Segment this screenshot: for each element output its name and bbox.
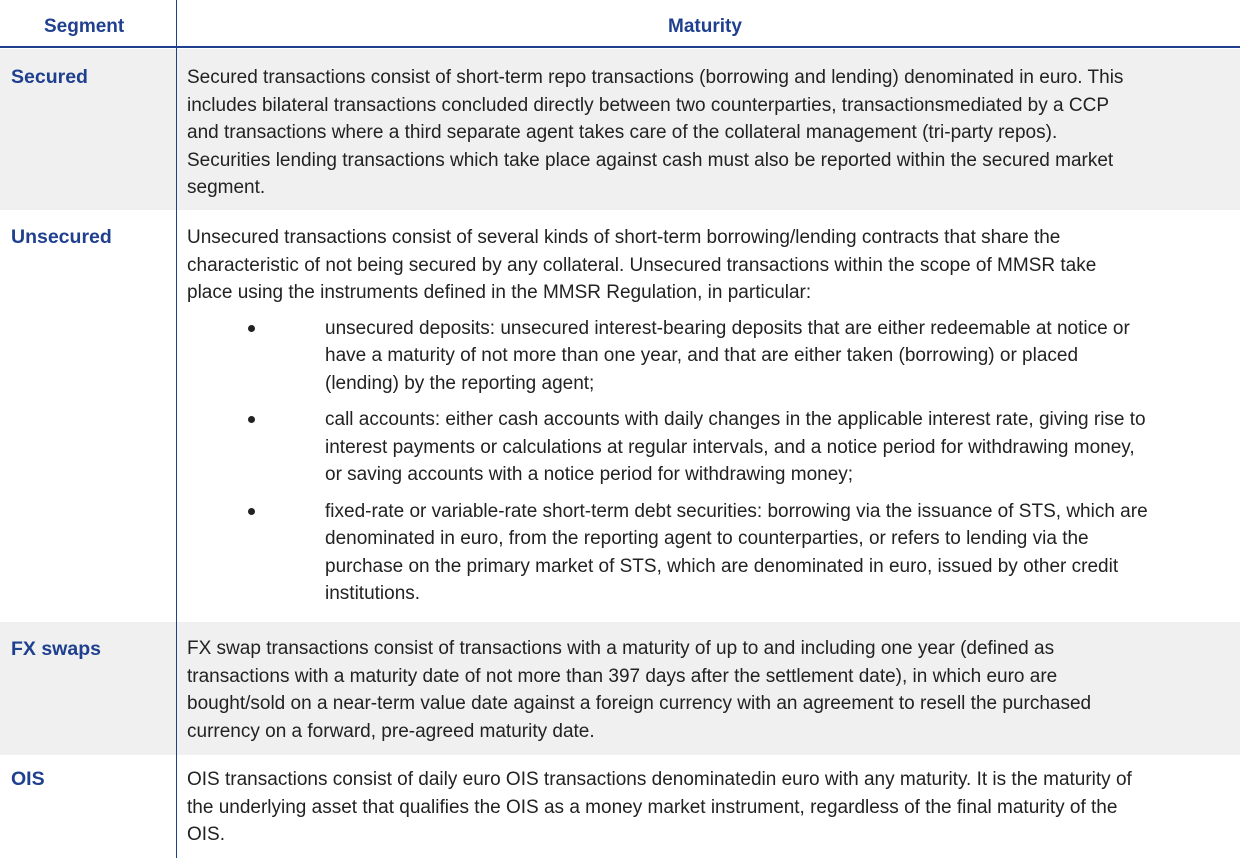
segment-description <box>187 766 1237 849</box>
table-row-unsecured <box>0 210 1240 622</box>
description-line: transactions with a maturity date of not more than 397 days after the settlement date), in which euro are <box>187 665 1058 687</box>
bullet-line: unsecured deposits: unsecured interest-bearing deposits that are either redeemable at notice or <box>325 317 1130 339</box>
bullet-line: (lending) by the reporting agent; <box>325 372 595 394</box>
description-line: bought/sold on a near-term value date against a foreign currency with an agreement to resell the purchased <box>187 693 1092 714</box>
description-line: segment. <box>187 177 266 198</box>
description-line: the underlying asset that qualifies the OIS as a money market instrument, regardless of the final maturity of the <box>187 796 1118 818</box>
description-line: FX swap transactions consist of transactions with a maturity of up to and including one year (defined as <box>187 638 1055 659</box>
table-row-ois <box>0 755 1240 860</box>
bullet-line: purchase on the primary market of STS, which are denominated in euro, issued by other credit <box>325 555 1119 577</box>
segment-label: Unsecured <box>11 226 112 248</box>
table-row-secured <box>0 49 1240 210</box>
description-line: OIS. <box>187 824 226 845</box>
bullet-icon <box>248 416 255 423</box>
description-line: currency on a forward, pre-agreed maturity date. <box>187 720 595 742</box>
description-line: place using the instruments defined in the MMSR Regulation, in particular: <box>187 282 812 303</box>
bullet-line: call accounts: either cash accounts with daily changes in the applicable interest rate, giving rise to <box>325 409 1146 430</box>
description-line: and transactions where a third separate agent takes care of the collateral management (tri-party repos). <box>187 122 1058 143</box>
segment-column-header: Segment <box>44 16 125 37</box>
bullet-item <box>187 406 1237 489</box>
bullet-line: interest payments or calculations at regular intervals, and a notice period for withdrawing money, <box>325 436 1135 458</box>
bullet-icon <box>248 508 255 515</box>
bullet-line: or saving accounts with a notice period for withdrawing money; <box>325 464 854 485</box>
segment-description <box>187 635 1237 745</box>
segment-label: FX swaps <box>11 638 101 660</box>
bullet-line: institutions. <box>325 583 421 604</box>
segment-description <box>187 64 1237 202</box>
column-divider <box>176 0 177 858</box>
description-line: characteristic of not being secured by any collateral. Unsecured transactions within the scope of MMSR take <box>187 254 1097 276</box>
table-row-fx-swaps <box>0 622 1240 755</box>
bullet-item <box>187 315 1237 398</box>
bullet-line: denominated in euro, from the reporting agent to counterparties, or refers to lending via the <box>325 528 1089 549</box>
maturity-column-header: Maturity <box>668 16 742 37</box>
segment-description <box>187 224 1237 608</box>
description-line: Securities lending transactions which take place against cash must also be reported within the secured market <box>187 149 1114 171</box>
description-line: Unsecured transactions consist of several kinds of short-term borrowing/lending contracts that share the <box>187 227 1061 248</box>
segment-label: Secured <box>11 66 88 88</box>
segment-label: OIS <box>11 768 45 790</box>
bullet-line: have a maturity of not more than one year, and that are either taken (borrowing) or placed <box>325 345 1079 366</box>
bullet-line: fixed-rate or variable-rate short-term debt securities: borrowing via the issuance of STS, which are <box>325 500 1148 522</box>
table-header <box>0 0 1240 48</box>
description-line: includes bilateral transactions concluded directly between two counterparties, transactionsmediated by a CCP <box>187 94 1109 116</box>
description-line: Secured transactions consist of short-term repo transactions (borrowing and lending) denominated in euro. This <box>187 67 1124 88</box>
description-line: OIS transactions consist of daily euro OIS transactions denominatedin euro with any maturity. It is the maturity of <box>187 769 1132 790</box>
bullet-icon <box>248 325 255 332</box>
bullet-item <box>187 498 1237 608</box>
